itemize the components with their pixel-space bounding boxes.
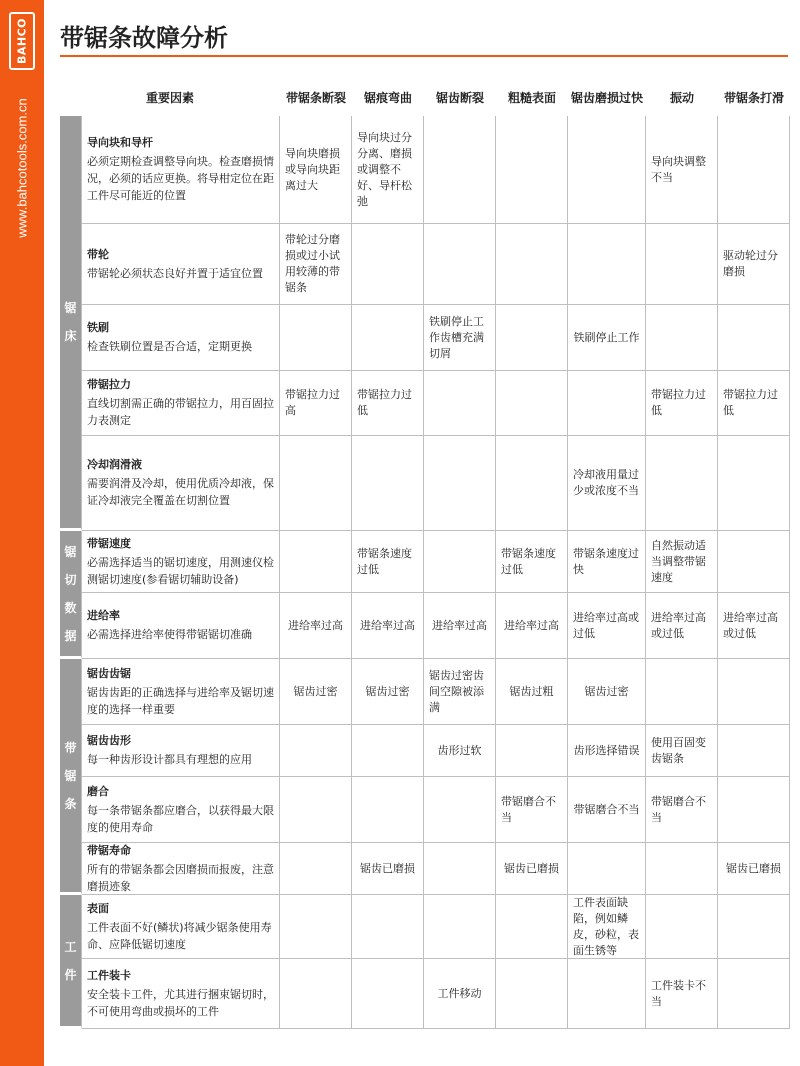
column-header: 重要因素	[145, 91, 194, 105]
factor-cell	[82, 593, 280, 659]
symptom-cell	[718, 725, 790, 777]
symptom-cell: 带锯条速度过快	[568, 531, 646, 593]
symptom-cell: 锯齿过粗	[496, 659, 568, 725]
factor-description: 必需选择进给率使得带锯锯切准确	[87, 628, 252, 641]
factor-title: 带轮	[87, 247, 109, 261]
symptom-cell	[496, 725, 568, 777]
factor-description: 带锯轮必须状态良好并置于适宜位置	[87, 266, 263, 280]
factor-title: 铁刷	[87, 321, 109, 334]
symptom-cell: 齿形过软	[424, 725, 496, 777]
group-label-char: 锯	[64, 768, 77, 783]
column-header: 锯痕弯曲	[363, 91, 412, 105]
symptom-cell: 锯齿过密齿间空隙被添满	[424, 659, 496, 725]
symptom-cell: 锯齿过密	[352, 659, 424, 725]
symptom-cell	[568, 959, 646, 1029]
fault-analysis-table	[60, 80, 790, 1064]
symptom-cell: 带锯条速度过低	[496, 531, 568, 593]
symptom-cell	[568, 843, 646, 895]
factor-title: 冷却润滑液	[87, 458, 142, 471]
group-label-char: 锯	[64, 544, 77, 559]
column-header: 带锯条打滑	[723, 91, 784, 105]
factor-description: 锯齿齿距的正确选择与进给率及锯切速度的选择一样重要	[87, 685, 274, 716]
group-label-char: 切	[64, 572, 77, 587]
column-header: 锯齿断裂	[435, 91, 484, 105]
symptom-cell: 进给率过高	[496, 593, 568, 659]
symptom-cell	[424, 843, 496, 895]
symptom-cell: 导向块磨损或导向块距离过大	[280, 116, 352, 224]
symptom-cell	[718, 777, 790, 843]
symptom-cell: 铁刷停止工作	[568, 305, 646, 371]
symptom-cell	[424, 371, 496, 436]
group-label-char: 锯	[64, 301, 77, 315]
factor-cell	[82, 659, 280, 725]
symptom-cell: 进给率过高或过低	[568, 593, 646, 659]
column-header: 带锯条断裂	[285, 91, 346, 105]
symptom-cell	[646, 224, 718, 305]
symptom-cell	[424, 531, 496, 593]
symptom-cell	[352, 725, 424, 777]
group-label	[60, 895, 82, 1029]
symptom-cell	[280, 436, 352, 531]
factor-description: 安全装卡工件，尤其进行捆束锯切时，不可使用弯曲或损坏的工件	[87, 987, 274, 1018]
group-label-char: 件	[64, 967, 77, 982]
page-title: 带锯条故障分析	[60, 24, 228, 52]
factor-description: 所有的带锯条都会因磨损而报废，注意磨损迹象	[87, 862, 274, 893]
symptom-cell	[496, 305, 568, 371]
symptom-cell	[424, 436, 496, 531]
symptom-cell	[496, 224, 568, 305]
factor-description: 必需选择适当的锯切速度，用测速仪检测锯切速度(参看锯切辅助设备)	[87, 555, 274, 586]
symptom-cell: 工件装卡不当	[646, 959, 718, 1029]
factor-title: 磨合	[87, 784, 109, 798]
factor-cell	[82, 843, 280, 895]
symptom-cell	[718, 659, 790, 725]
symptom-cell: 工件移动	[424, 959, 496, 1029]
symptom-cell	[718, 436, 790, 531]
website-url: www.bahcotools.com.cn	[14, 98, 30, 238]
factor-cell	[82, 895, 280, 959]
factor-cell	[82, 959, 280, 1029]
symptom-cell	[718, 895, 790, 959]
factor-cell	[82, 436, 280, 531]
symptom-cell: 使用百固变齿锯条	[646, 725, 718, 777]
symptom-cell	[568, 371, 646, 436]
symptom-cell	[352, 959, 424, 1029]
bahco-logo	[9, 12, 35, 70]
factor-title: 工件装卡	[87, 968, 131, 982]
symptom-cell: 带锯拉力过高	[280, 371, 352, 436]
symptom-cell: 进给率过高或过低	[646, 593, 718, 659]
factor-title: 带锯寿命	[87, 843, 131, 857]
factor-title: 进给率	[87, 609, 120, 622]
factor-title: 带锯拉力	[87, 378, 131, 391]
symptom-cell: 锯齿过密	[280, 659, 352, 725]
symptom-cell: 齿形选择错误	[568, 725, 646, 777]
factor-cell	[82, 777, 280, 843]
symptom-cell	[424, 895, 496, 959]
symptom-cell: 锯齿已磨损	[496, 843, 568, 895]
symptom-cell: 进给率过高或过低	[718, 593, 790, 659]
factor-title: 表面	[87, 901, 109, 915]
group-label	[60, 659, 82, 895]
logo-text: BAHCO	[15, 17, 29, 65]
group-label-char: 据	[64, 628, 77, 643]
group-label-char: 带	[64, 740, 77, 755]
symptom-cell	[646, 659, 718, 725]
brand-sidebar	[0, 0, 44, 1066]
symptom-cell	[718, 305, 790, 371]
symptom-cell: 冷却液用量过少或浓度不当	[568, 436, 646, 531]
symptom-cell	[352, 305, 424, 371]
column-header: 锯齿磨损过快	[570, 91, 643, 105]
factor-description: 每一条带锯条都应磨合，以获得最大限度的使用寿命	[87, 803, 274, 834]
factor-cell	[82, 305, 280, 371]
symptom-cell	[718, 116, 790, 224]
symptom-cell	[280, 843, 352, 895]
column-header: 振动	[669, 91, 694, 105]
symptom-cell: 导向块调整不当	[646, 116, 718, 224]
factor-description: 需要润滑及冷却，使用优质冷却液，保证冷却液完全覆盖在切割位置	[87, 477, 274, 507]
symptom-cell	[646, 843, 718, 895]
symptom-cell: 带轮过分磨损或过小试用较薄的带锯条	[280, 224, 352, 305]
symptom-cell	[646, 436, 718, 531]
symptom-cell: 导向块过分分离、磨损或调整不好、导杆松弛	[352, 116, 424, 224]
symptom-cell: 锯齿已磨损	[352, 843, 424, 895]
factor-description: 检查铁刷位置是否合适，定期更换	[87, 340, 252, 353]
symptom-cell	[424, 777, 496, 843]
factor-cell	[82, 531, 280, 593]
group-label	[60, 531, 82, 659]
symptom-cell	[280, 725, 352, 777]
factor-cell	[82, 725, 280, 777]
symptom-cell	[280, 305, 352, 371]
factor-description: 工件表面不好(鳞状)将减少锯条使用寿命、应降低锯切速度	[87, 920, 272, 951]
symptom-cell	[496, 895, 568, 959]
factor-description: 每一种齿形设计都具有理想的应用	[87, 753, 252, 766]
symptom-cell: 带锯拉力过低	[352, 371, 424, 436]
factor-cell	[82, 224, 280, 305]
symptom-cell: 带锯拉力过低	[718, 371, 790, 436]
symptom-cell: 进给率过高	[424, 593, 496, 659]
factor-title: 导向块和导杆	[87, 136, 153, 149]
symptom-cell: 锯齿已磨损	[718, 843, 790, 895]
symptom-cell	[352, 895, 424, 959]
factor-description: 直线切割需正确的带锯拉力，用百固拉力表测定	[87, 397, 274, 427]
symptom-cell: 带锯磨合不当	[568, 777, 646, 843]
symptom-cell	[280, 531, 352, 593]
symptom-cell	[646, 305, 718, 371]
symptom-cell	[280, 959, 352, 1029]
factor-title: 锯齿齿锯	[87, 666, 131, 680]
symptom-cell: 自然振动适当调整带锯速度	[646, 531, 718, 593]
symptom-cell	[424, 224, 496, 305]
symptom-cell	[568, 116, 646, 224]
symptom-cell	[496, 116, 568, 224]
group-label	[60, 116, 82, 531]
symptom-cell: 带锯条速度过低	[352, 531, 424, 593]
symptom-cell	[718, 959, 790, 1029]
symptom-cell: 进给率过高	[280, 593, 352, 659]
symptom-cell: 带锯拉力过低	[646, 371, 718, 436]
column-header: 粗糙表面	[507, 91, 556, 105]
group-label-char: 工	[64, 939, 77, 954]
symptom-cell	[280, 777, 352, 843]
group-label-char: 数	[64, 600, 77, 615]
factor-title: 带锯速度	[87, 536, 131, 550]
symptom-cell: 带锯磨合不当	[496, 777, 568, 843]
symptom-cell	[280, 895, 352, 959]
symptom-cell	[646, 895, 718, 959]
symptom-cell	[496, 371, 568, 436]
symptom-cell: 锯齿过密	[568, 659, 646, 725]
symptom-cell	[352, 436, 424, 531]
symptom-cell: 进给率过高	[352, 593, 424, 659]
symptom-cell: 铁刷停止工作齿槽充满切屑	[424, 305, 496, 371]
symptom-cell	[496, 959, 568, 1029]
symptom-cell	[424, 116, 496, 224]
symptom-cell	[568, 224, 646, 305]
factor-title: 锯齿齿形	[87, 734, 131, 747]
factor-cell	[82, 371, 280, 436]
title-divider	[60, 55, 788, 57]
symptom-cell	[352, 777, 424, 843]
symptom-cell: 带锯磨合不当	[646, 777, 718, 843]
symptom-cell: 驱动轮过分磨损	[718, 224, 790, 305]
symptom-cell	[352, 224, 424, 305]
factor-cell	[82, 116, 280, 224]
group-label-char: 条	[64, 796, 77, 811]
symptom-cell	[718, 531, 790, 593]
group-label-char: 床	[64, 329, 77, 343]
factor-description: 必须定期检查调整导向块。检查磨损情况，必须的话应更换。将导柑定位在距工件尽可能近的位置	[87, 155, 274, 202]
symptom-cell	[496, 436, 568, 531]
symptom-cell: 工件表面缺陷，例如鳞皮，砂粒，表面生锈等	[568, 895, 646, 959]
